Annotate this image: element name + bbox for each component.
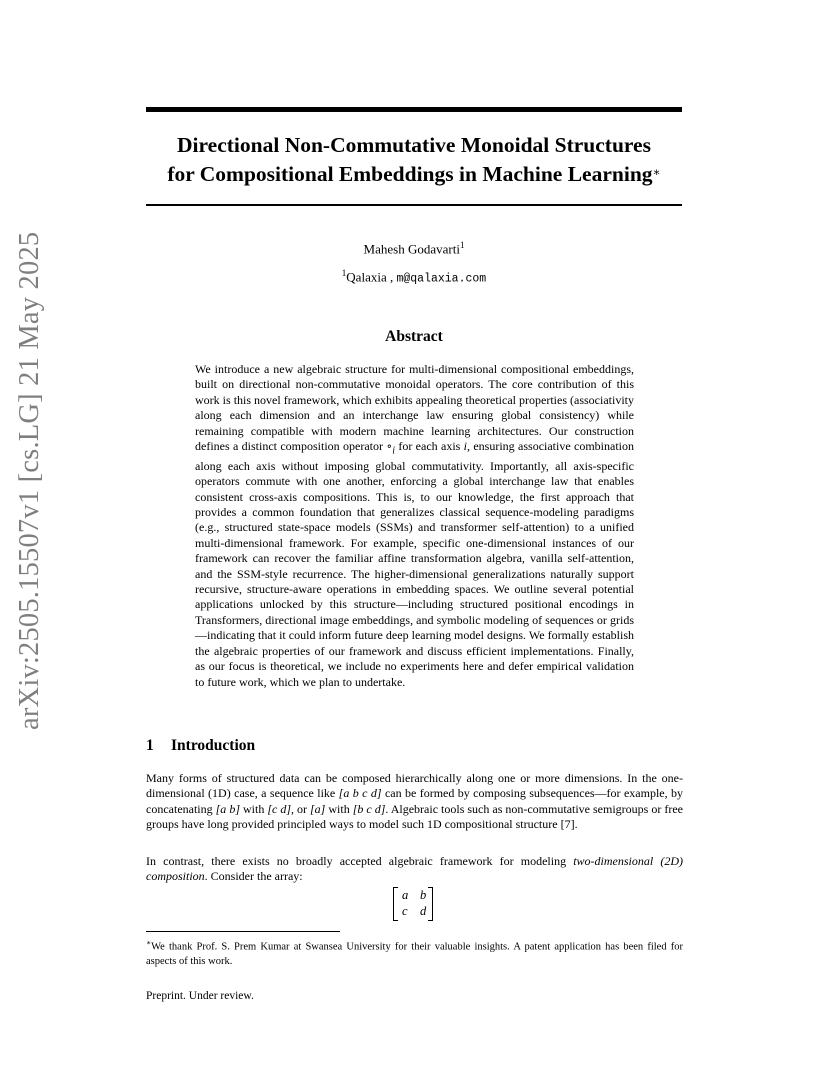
para1-text: with xyxy=(239,801,268,816)
footnote-text: We thank Prof. S. Prem Kumar at Swansea University for their valuable insights. A patent application has been filed for aspects of this work. xyxy=(146,941,683,967)
intro-paragraph-2 xyxy=(146,854,683,885)
author-name: Mahesh Godavarti xyxy=(363,241,460,257)
para2-text: In contrast, there exists no broadly accepted algebraic framework for modeling xyxy=(146,854,574,868)
footnote-mark: ∗ xyxy=(146,938,152,947)
preprint-note: Preprint. Under review. xyxy=(146,990,254,1002)
footnote-rule xyxy=(146,931,340,932)
math-seq-ab: [a b] xyxy=(215,801,240,816)
abstract-heading: Abstract xyxy=(385,328,443,345)
matrix-cell: d xyxy=(420,904,427,918)
math-seq-abcd: [a b c d] xyxy=(338,786,382,801)
para1-text: , or xyxy=(291,801,311,816)
intro-paragraph-1 xyxy=(146,771,683,833)
paper-title xyxy=(146,131,682,189)
para2-emphasis: two-dimensional (2D) composition xyxy=(146,854,683,884)
para1-text: with xyxy=(325,801,353,816)
affiliation-line xyxy=(146,268,682,285)
math-seq-bcd: [b c d] xyxy=(352,801,386,816)
abstract-operator: ∘ xyxy=(386,439,393,454)
title-bottom-rule xyxy=(146,204,682,206)
footnote xyxy=(146,936,683,969)
title-line-2: for Compositional Embeddings in Machine Learning xyxy=(167,162,653,186)
author-line xyxy=(146,240,682,257)
math-seq-cd: [c d] xyxy=(267,801,291,816)
title-footnote-mark: ∗ xyxy=(652,165,661,179)
abstract-text-c: , ensuring associative combination along each axis without imposing global commutativity. Importantly, all axis-specific operators commute with one another, enforcing a global interchange law that enables consistent cross-axis compositions. This is, to our knowledge, the first approach that provides a common foundation that generalizes classical sequence-modeling paradigms (e.g., structured state-space models (SSMs) and transformer self-attention) to a unified multi-dimensional framework. For example, specific one-dimensional instances of our framework can recover the familiar affine transformation algebra, vanilla self-attention, and the SSM-style recurrence. The higher-dimensional generalizations naturally support recursive, structure-aware operations in embedding spaces. We outline several potential applications unlocked by this structure—including structured positional encodings in Transformers, directional image embeddings, and symbolic modeling of sequences or grids—indicating that it could inform future deep learning model designs. We formally establish the algebraic properties of our framework and discuss efficient implementations. Finally, as our focus is theoretical, we include no experiments here and defer empirical validation to future work, which we plan to undertake. xyxy=(195,439,634,689)
arxiv-side-identifier: arXiv:2505.15507v1 [cs.LG] 21 May 2025 xyxy=(14,231,45,730)
abstract-text-b: for each axis xyxy=(395,439,464,454)
section-heading-introduction xyxy=(146,737,255,755)
section-number: 1 xyxy=(146,737,154,754)
array-matrix xyxy=(393,887,433,921)
matrix-left-bracket xyxy=(393,887,398,921)
abstract-operator-sub: i xyxy=(392,445,395,457)
abstract-axis-var: i xyxy=(463,439,468,454)
affil-mark: 1 xyxy=(341,268,347,278)
para2-text: . Consider the array: xyxy=(204,869,303,884)
para1-text: Many forms of structured data can be composed hierarchically along one or more dimensions. In the one-dimensional (1D) case, a sequence like xyxy=(146,771,683,801)
affil-org: Qalaxia , xyxy=(346,269,394,285)
para1-text: . Algebraic tools such as non-commutative semigroups or free groups have long provided principled ways to model such 1D compositional structure [7]. xyxy=(146,801,683,832)
section-title: Introduction xyxy=(171,737,256,754)
author-email[interactable]: m@qalaxia.com xyxy=(396,272,487,286)
author-affil-mark: 1 xyxy=(459,240,465,250)
para1-text: can be formed by composing subsequences—for example, by concatenating xyxy=(146,786,684,816)
title-top-rule xyxy=(146,107,682,112)
matrix-cell: a xyxy=(402,888,409,902)
abstract-body xyxy=(195,362,634,690)
matrix-right-bracket xyxy=(428,887,433,921)
abstract-text-a: We introduce a new algebraic structure for multi-dimensional compositional embeddings, built on directional non-commutative monoidal operators. The core contribution of this work is this novel framework, which exhibits appealing theoretical properties (associativity along each dimension and an interchange law ensuring global consistency) while remaining compatible with modern machine learning architectures. Our construction defines a distinct composition operator xyxy=(195,362,634,454)
matrix-cell: b xyxy=(420,888,427,902)
title-line-1: Directional Non-Commutative Monoidal Structures xyxy=(177,133,651,157)
math-seq-a: [a] xyxy=(310,801,326,816)
matrix-cell: c xyxy=(402,904,408,918)
